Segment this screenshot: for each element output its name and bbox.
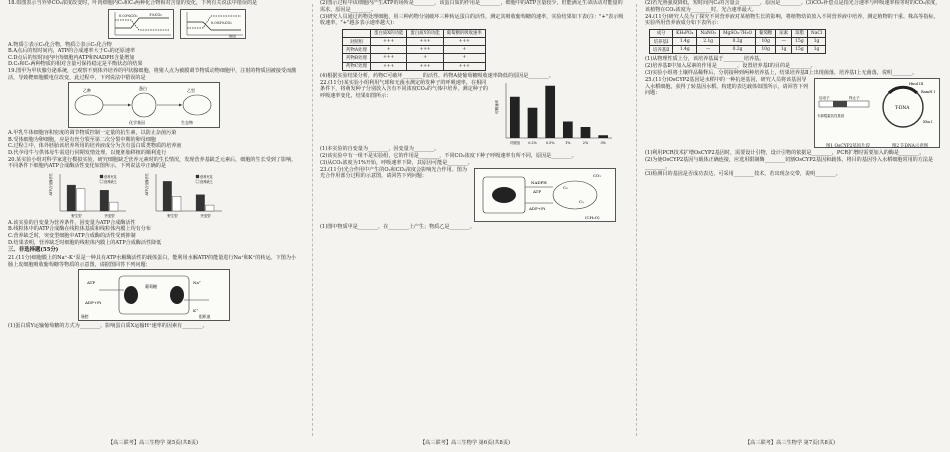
q22-subquestion-3: (3)从CO₂浓度为1%开始，呼吸速率下降，其原因可能是________。 (320, 159, 473, 166)
table-cell: 10g (756, 46, 776, 54)
table-cell: 15g (792, 37, 808, 45)
table-header-cell: 成分 (650, 29, 673, 37)
question-19 (8, 68, 300, 157)
table-cell: 0.2g (720, 46, 756, 54)
question-25 (645, 77, 942, 177)
q18-curve-chart-b (181, 10, 245, 38)
table-cell: +++ (443, 37, 485, 45)
q19-figure (68, 82, 220, 128)
bar (528, 107, 538, 137)
q23-fig-label: CO₂ (593, 172, 601, 178)
x-tick-label: 0.5% (545, 140, 555, 145)
table-header-cell: 蛋白质X的功能 (370, 29, 406, 37)
q25-subquestion-1: (1)利用PCR技术扩增OsCYP2基因时，需要设计引物，设计引物的依据是________，PCR扩增时需要加入的酶是________。 (645, 150, 925, 157)
q25-fig-label: 启动子 (819, 96, 830, 101)
table-row (650, 37, 826, 45)
legend-swatch (100, 180, 103, 183)
q19-fig-label: 生态物 (181, 120, 193, 126)
q21-subquestion-2: (2)图示过程中该细胞内产生ATP的场所是________，该蛋白质的作用是________，细胞中的ATP含量较少，但能满足生命活动对能量的需求，原因是________。 (320, 0, 623, 13)
table-header-cell: 琼脂 (792, 29, 808, 37)
q25-figure (814, 78, 940, 148)
q25-subquestion-2: (2)为使OsCYP2基因与载体正确连接，应选用限制酶________切割OsCYP2基因和载体，将目的基因导入水稻细胞常用的方法是________。 (645, 157, 934, 170)
table-cell: — (776, 37, 792, 45)
table-cell: +++ (407, 46, 443, 54)
table-cell: 10g (756, 37, 776, 45)
q18-fig-label: 0.003%CO₂ (211, 20, 232, 25)
q23-photosynthesis-diagram (475, 169, 615, 221)
table-cell: + (443, 46, 485, 54)
q25-stem: 25.(11分)OsCYP2基因是水稻中的一种抗逆基因，研究人员将该基因导入水稻细胞，获得了转基因水稻。构建的表达载体如图所示，请回答下列问题： (645, 77, 809, 97)
q22-subquestion-1: (1)本实验的自变量为________，因变量为________。 (320, 145, 440, 152)
q25-fig-label: 卡那霉素抗性基因 (817, 114, 845, 119)
table-cell: +++ (443, 62, 485, 70)
q18-figure-a (108, 9, 174, 39)
table-cell: + (443, 54, 485, 62)
q19-fig-label: 化学基因 (129, 120, 145, 126)
x-tick-label: 2% (582, 140, 589, 145)
question-21 (8, 255, 300, 330)
q19-fig-label: 蛋白 (139, 86, 147, 92)
y-axis-label: ATP合成酶活性 (145, 172, 149, 196)
q25-fig-label: Xba I (923, 120, 933, 125)
table-header-cell (343, 29, 371, 37)
question-22 (320, 80, 625, 167)
table-row (343, 54, 486, 62)
q18-option-b: B.A点后的短时间内，ATP的合成速率大于C₅的还原速率 (8, 48, 136, 55)
question-24 (645, 14, 942, 77)
table-cell: + (407, 54, 443, 62)
q23-fig-label: ATP (533, 188, 542, 194)
q25-tdna-diagram (815, 79, 939, 139)
column-divider (636, 4, 637, 436)
legend-label: 营养缺乏 (104, 179, 117, 184)
table-cell: 1.4g (673, 37, 697, 45)
q20-stem: 20.某实验小组对科学家进行模拟实验，研究细胞缺乏营养元素时的生长情况，发现营养基缺乏元素后，细胞的生长受到了影响，不同条件下细胞内ATP合成酶活性变化如图所示，下列说法中正确的是 (8, 156, 297, 170)
table-cell: 1g (807, 46, 825, 54)
q20-option-a: A.该实验的自变量为营养条件，因变量为ATP合成酶活性 (8, 219, 136, 226)
q20-option-b: B.线粒体中的ATP合成酶在线粒体基质和线粒体内膜上均有分布 (8, 226, 151, 233)
column-divider (312, 4, 313, 436)
table-cell: +++ (407, 37, 443, 45)
q18-fig-label: 时间 (229, 34, 236, 38)
q23-subquestion-1: (1)图中物质甲是________，在________上产生；物质乙是________。 (320, 223, 475, 230)
q25-fig2-caption: 图2 T-DNA示意图 (891, 144, 929, 150)
y-axis-label: ATP合成酶活性 (49, 172, 53, 196)
table-header-cell: 葡萄糖 (756, 29, 776, 37)
q25-subquestion-3: (3)检测目的基因是否成功表达，可采用________技术，若出现杂交带，说明________。 (645, 170, 841, 177)
q24-subquestion-2: (2)培养基Ⅱ中加入尿素的作用是________，设置培养基Ⅰ的目的是________。 (645, 63, 816, 70)
y-axis-label: 呼吸速率 (495, 99, 499, 114)
q25-fig1-caption: 图1 OsCYP2基因片段 (825, 144, 870, 150)
table-header-cell: NaCl (807, 29, 825, 37)
q23-fig-label: C₃ (563, 184, 568, 190)
q21-fig-label: 组织液 (199, 314, 211, 320)
q19-option-d: D.代孕母牛与供体母牛需进行同期发情处理，以便胚胎移植的顺利进行 (8, 149, 167, 156)
bar (196, 194, 204, 210)
q21-fig-label: 葡萄糖 (145, 284, 157, 290)
q19-option-b: B.受体细胞为卵细胞，应是有丝分裂至第二次分裂中期的卵母细胞 (8, 136, 156, 143)
x-tick-label: 1% (565, 140, 571, 145)
q23-figure (474, 168, 616, 222)
q21-result-table (342, 29, 486, 71)
table-header-cell: 蛋白质Y的功能 (407, 29, 443, 37)
page-footer: 【高三联考】高三生物学 第5页(共8页) (107, 440, 199, 446)
bar (100, 190, 108, 211)
q24-subquestion-3: (3)实验小组将土壤样品稀释后，分别接种到两种培养基上，结果培养基Ⅱ上出现菌落，培养基Ⅰ上无菌落，说明________。 (645, 70, 918, 77)
x-tick-label: 对照组 (509, 140, 520, 145)
q21-fig-label: 肠腔 (81, 314, 89, 320)
q18-fig-label: 1%CO₂ (149, 12, 162, 17)
table-cell: 药物A处理 (343, 46, 371, 54)
x-tick-label: 野生型 (71, 213, 82, 218)
page-footer: 【高三联考】高三生物学 第6页(共8页) (419, 440, 511, 446)
legend-swatch (196, 180, 199, 183)
q19-option-c: C.过程②中，体外胚胎该培养所用的培养液成分为含有蛋白质类物质的培养液 (8, 143, 182, 150)
page-column-3 (645, 0, 942, 440)
table-cell: 1g (776, 46, 792, 54)
q23-fig-label: (CH₂O) (585, 214, 600, 220)
q18-curve-chart-a (109, 10, 173, 38)
bar (563, 121, 573, 138)
q18-fig-label: 0.03%CO₂ (119, 13, 138, 18)
legend-swatch (196, 175, 199, 178)
bar (206, 205, 214, 211)
table-header-cell: 尿素 (776, 29, 792, 37)
table-header-row (650, 29, 826, 37)
q24-stem: 24.(11分)研究人员为了探究不同营养液对某植物生长的影响，将植物幼苗放入不同营养液中培养，测定植物的干重、株高等指标，实验所用营养液成分如下表所示： (645, 13, 939, 27)
q22-bar-chart (494, 80, 614, 146)
q23-fig-label: ADP+Pi (529, 205, 546, 211)
q22-stem: 22.(11分)某实验小组利用气球和无菌水测定萌发种子的呼吸速率，在相同条件下，将萌发种子分别放入含有不同浓度CO₂的气体中培养，测定种子的呼吸速率变化，结果如图所示： (320, 79, 489, 99)
table-header-cell: 葡萄糖的吸收速率 (443, 29, 485, 37)
q21-fig-label: Na⁺ (193, 280, 201, 286)
table-cell: 培养基Ⅱ (650, 46, 673, 54)
table-cell: 对照组 (343, 37, 371, 45)
table-cell: 1g (807, 37, 825, 45)
bar (581, 127, 591, 138)
q21-stem: 21.(11分)细胞膜上的Na⁺-K⁺泵是一种具有ATP水解酶活性的载体蛋白，能利用水解ATP的能量进行Na⁺和K⁺的转运。下图为小肠上皮细胞吸收葡萄糖等物质的示意图，请据图回答下列问题： (8, 255, 297, 268)
bar (510, 96, 520, 137)
q20-bar-chart-left (48, 171, 128, 219)
table-cell: +++ (370, 54, 406, 62)
x-tick-label: 突变型 (200, 213, 211, 218)
x-tick-label: 3% (600, 140, 606, 145)
q20-option-c: C.营养缺乏时，突变型细胞中ATP合成酶的活性受到抑制 (8, 232, 136, 239)
bar (173, 196, 181, 211)
page-column-2 (320, 0, 625, 440)
section-heading: 三、非选择题(55分) (8, 247, 59, 254)
bar (77, 189, 85, 211)
question-23 (320, 167, 625, 231)
q20-option-d: D.结果表明，营养缺乏时细胞的线粒体内膜上的ATP合成酶活性降低 (8, 239, 162, 246)
x-tick-label: 野生型 (167, 213, 178, 218)
q18-option-a: A.物质①表示C₃化合物，物质②表示C₅化合物 (8, 41, 112, 48)
table-row (343, 37, 486, 45)
table-cell: 2.1g (697, 37, 720, 45)
table-cell: 培养基Ⅰ (650, 37, 673, 45)
q25-fig-label: 终止子 (849, 96, 860, 101)
x-tick-label: 突变型 (104, 213, 115, 218)
legend-label: 营养充足 (200, 174, 213, 179)
q21-subquestion-3: (3)研究人员通过药物处理细胞，用三种药物分别破坏三种转运蛋白的活性，测定其吸收葡萄糖的速率，实验结果如下表(注："+"表示吸收速率，"+"越多表示速率越大)： (320, 13, 624, 27)
table-header-cell: NaNO₃ (697, 29, 720, 37)
q19-process-diagram (69, 83, 219, 127)
q21-subquestion-4: (4)根据实验结果分析，药物C可破坏________的活性，药物A使葡萄糖吸收速率降低的原因是________。 (320, 72, 554, 79)
table-header-cell: KH₂PO₄ (673, 29, 697, 37)
q24-medium-table (649, 29, 826, 55)
table-row (650, 46, 826, 54)
page-footer: 【高三联考】高三生物学 第7页(共8页) (744, 440, 836, 446)
table-cell: + (370, 46, 406, 54)
q25-fig-label: Hind III (909, 82, 924, 87)
table-cell: 药物B处理 (343, 54, 371, 62)
q21-subquestion-1: (1)蛋白质Y运输葡萄糖的方式为________，影响蛋白质X运输H⁺速率的因素有________。 (8, 323, 208, 330)
question-20 (8, 157, 300, 247)
bar (67, 185, 75, 211)
legend-label: 营养充足 (104, 174, 117, 179)
q19-stem: 19.图甲为甲状腺分泌系统，已观察不到体外培养的甲状腺细胞，将猪人点为被膜调节物质动物细胞甲，注射的物质因被接受而激活，导致靶细胞膜电位改变，此过程中，下列说法中错误的是 (8, 67, 297, 81)
question-18 (8, 0, 300, 68)
q22-subquestion-2: (2)该实验中有一组不是实验组，它的作用是________，不同CO₂浓度下种子呼吸速率有所不同，原因是________。 (320, 152, 577, 159)
table-row (343, 62, 486, 70)
bar (598, 135, 608, 138)
q18-stem: 18.如图表示当外界CO₂浓度改变时，叶肉细胞内C₅和C₃两种化合物相对含量的变化，下列有关说法中错误的是 (8, 0, 258, 6)
table-row (343, 46, 486, 54)
table-cell: 药物C处理 (343, 62, 371, 70)
table-cell: +++ (407, 62, 443, 70)
legend-swatch (100, 175, 103, 178)
table-cell: 15g (792, 46, 808, 54)
q19-fig-label: 乙种 (83, 88, 91, 94)
q19-fig-label: 乙型 (187, 88, 195, 94)
page-column-1 (8, 0, 300, 440)
q23-fig-label: C₅ (579, 198, 584, 204)
bar (545, 85, 555, 137)
q21-fig-label: K⁺ (193, 308, 199, 314)
x-tick-label: 0.2% (528, 140, 537, 145)
legend-label: 营养缺乏 (200, 179, 213, 184)
q25-fig-label: BamH I (921, 90, 935, 95)
q24-subquestion-1: (1)从物理性质上分，该培养基属于________培养基。 (645, 56, 765, 63)
table-cell: 0.2g (720, 37, 756, 45)
table-cell: +++ (370, 37, 406, 45)
q20-bar-chart-right (144, 171, 224, 219)
bar (110, 202, 118, 211)
table-header-cell: MgSO₄·7H₂O (720, 29, 756, 37)
q23-continued: (2)若光照强度降低，短时间内C₃的含量会________，原因是________。(3)CO₂补偿点是指光合速率与呼吸速率相等时的CO₂浓度，该植物在CO₂浓度为________时，光合速率最大。 (645, 0, 941, 13)
q25-fig-label: T-DNA (895, 106, 910, 112)
q18-figure-b (180, 9, 246, 39)
q21-figure (78, 269, 230, 321)
q23-stem: 23.(11分)光合作用中产生的O₂和CO₂浓度会影响光合作用。图为光合作用部分过程的示意图，请回答下列问题： (320, 166, 467, 180)
q21-fig-label: ADP+Pi (85, 300, 102, 306)
table-cell: — (697, 46, 720, 54)
q23-fig-label: NADPH (531, 179, 547, 185)
table-cell: +++ (370, 62, 406, 70)
q19-option-a: A.甲乳牛体细胞容积密度的调节物质控制一定量的抗生素，以防止杂菌污染 (8, 130, 177, 137)
bar (163, 181, 171, 211)
q21-fig-label: ATP (87, 280, 96, 286)
q21-membrane-diagram (79, 270, 229, 320)
q18-option-d: D.C₃和C₅两种物质的相对含量可保持稳定是平衡状态的结果 (8, 61, 143, 68)
table-cell: 1.4g (673, 46, 697, 54)
q18-option-c: C.D点后的短时间内叶肉细胞内ATP和NADPH含量增加 (8, 54, 135, 61)
table-header-row (343, 29, 486, 37)
